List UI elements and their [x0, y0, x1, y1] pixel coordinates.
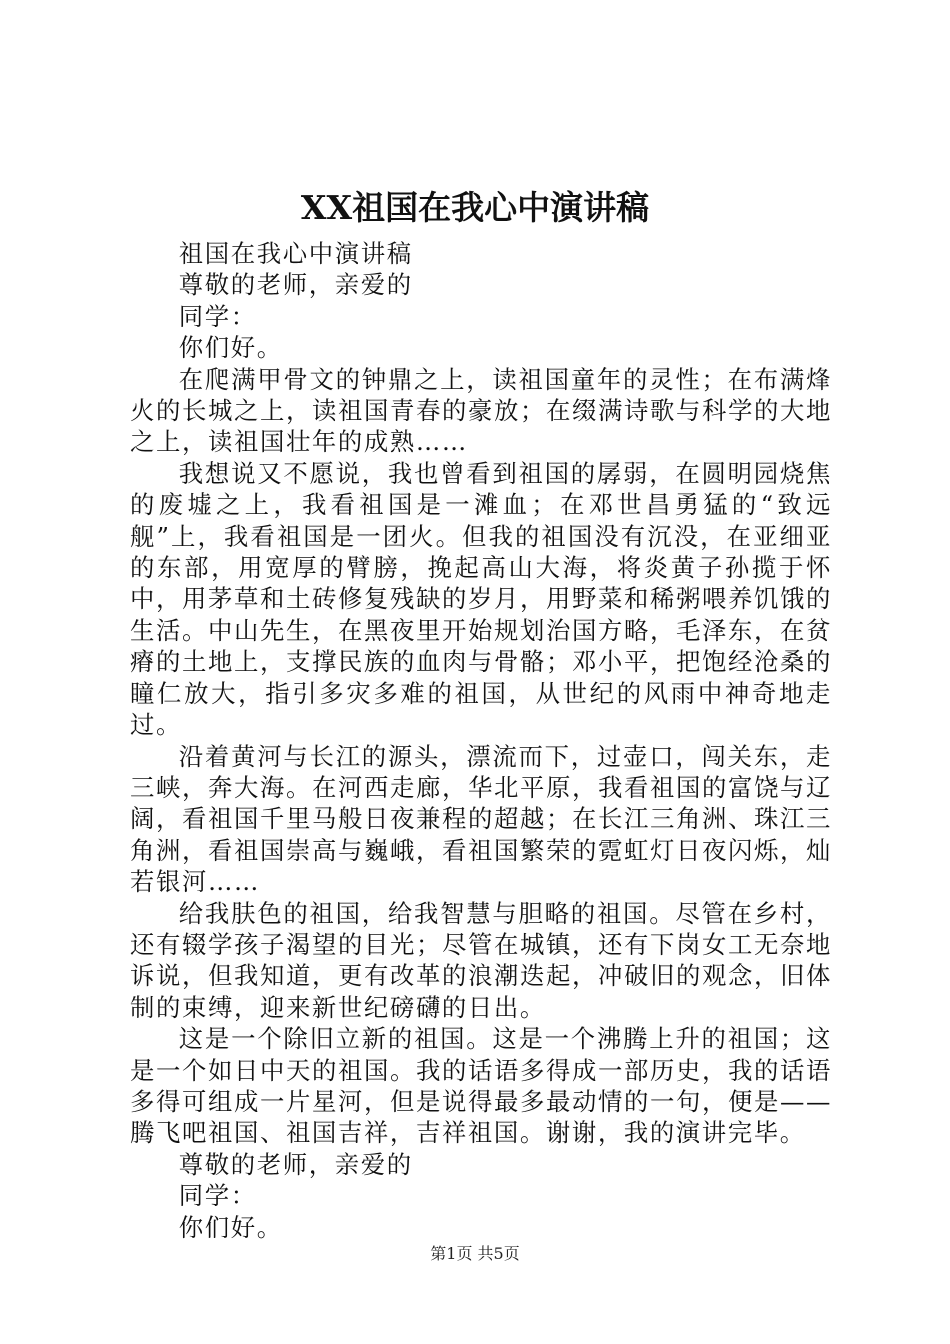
paragraph-heading: 祖国在我心中演讲稿 [178, 239, 413, 268]
paragraph-body: 这是一个除旧立新的祖国。这是一个沸腾上升的祖国；这是一个如日中天的祖国。我的话语多得成一部历史，我的话语多得可组成一片星河，但是说得最多最动情的一句，便是——腾飞吧祖国、祖国吉祥，吉祥祖国。谢谢，我的演讲完毕。 [130, 1024, 832, 1148]
paragraph-body: 给我肤色的祖国，给我智慧与胆略的祖国。尽管在乡村，还有辍学孩子渴望的目光；尽管在城镇，还有下岗女工无奈地诉说，但我知道，更有改革的浪潮迭起，冲破旧的观念，旧体制的束缚，迎来新世纪磅礴的日出。 [130, 898, 832, 1022]
paragraph-salutation-students: 同学： [178, 1181, 257, 1211]
paragraph-salutation: 尊敬的老师，亲爱的 [178, 270, 413, 300]
page-footer: 第1页 共5页 [430, 1244, 520, 1263]
paragraph-salutation: 尊敬的老师，亲爱的 [178, 1149, 413, 1179]
document-title: XX祖国在我心中演讲稿 [300, 188, 650, 227]
paragraph-body: 沿着黄河与长江的源头，漂流而下，过壶口，闯关东，走三峡，奔大海。在河西走廊，华北平原，我看祖国的富饶与辽阔，看祖国千里马般日夜兼程的超越；在长江三角洲、珠江三角洲，看祖国崇高与巍峨，看祖国繁荣的霓虹灯日夜闪烁，灿若银河…… [130, 741, 832, 897]
paragraph-salutation-students: 同学： [178, 301, 257, 331]
paragraph-body: 我想说又不愿说，我也曾看到祖国的孱弱，在圆明园烧焦的废墟之上，我看祖国是一滩血；在邓世昌勇猛的“致远舰”上，我看祖国是一团火。但我的祖国没有沉没，在亚细亚的东部，用宽厚的臂膀，挽起高山大海，将炎黄子孙揽于怀中，用茅草和土砖修复残缺的岁月，用野菜和稀粥喂养饥饿的生活。中山先生，在黑夜里开始规划治国方略，毛泽东，在贫瘠的土地上，支撑民族的血肉与骨骼；邓小平，把饱经沧桑的瞳仁放大，指引多灾多难的祖国，从世纪的风雨中神奇地走过。 [130, 458, 832, 740]
paragraph-greeting: 你们好。 [178, 1212, 283, 1242]
document-body [130, 238, 832, 1243]
paragraph-body: 在爬满甲骨文的钟鼎之上，读祖国童年的灵性；在布满烽火的长城之上，读祖国青春的豪放；在缀满诗歌与科学的大地之上，读祖国壮年的成熟…… [130, 364, 832, 457]
paragraph-greeting: 你们好。 [178, 333, 283, 363]
